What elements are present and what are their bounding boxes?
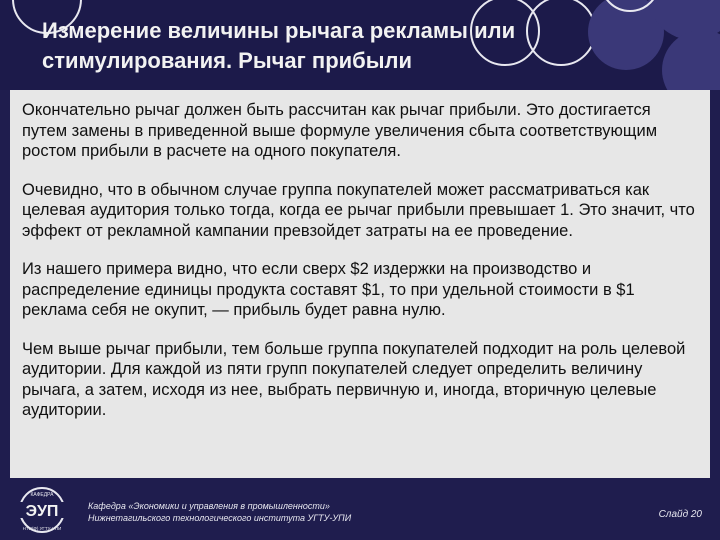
paragraph-4: Чем выше рычаг прибыли, тем больше группа покупателей подходит на роль целевой аудитории. Для каждой из пяти групп покупателей следует определить величину рычага, а затем, исходя из нее, выбрать первичную и, иногда, вторичную целевые аудитории. [22, 339, 686, 419]
footer-caption [88, 500, 351, 524]
slide-footer [0, 478, 720, 540]
slide-number: Слайд 20 [658, 509, 702, 520]
content-panel [10, 90, 710, 478]
decor-circle-6 [662, 30, 720, 90]
paragraph-3: Из нашего примера видно, что если сверх $2 издержки на производство и распределение единицы продукта составят $1, то при удельной стоимости в $1 реклама себя не окупит, — прибыль будет равна нулю. [22, 260, 635, 319]
footer-line-2: Нижнетагильского технологического института УГТУ-УПИ [88, 513, 352, 523]
paragraph-1: Окончательно рычаг должен быть рассчитан как рычаг прибыли. Это достигается путем замены в приведенной выше формуле увеличения сбыта соответствующим ростом прибыли в расчете на одного покупателя. [22, 101, 658, 160]
slide-title: Измерение величины рычага рекламы или стимулирования. Рычаг прибыли [42, 18, 516, 73]
logo-top-text: КАФЕДРА [30, 492, 54, 498]
paragraph-2: Очевидно, что в обычном случае группа покупателей может рассматриваться как целевая аудитория только тогда, когда ее рычаг прибыли превышает 1. Это значит, что эффект от рекламной кампании превзойдет затраты на ее проведение. [22, 180, 695, 240]
footer-line-1: Кафедра «Экономики и управления в промышленности» [88, 501, 330, 511]
slide-header [0, 0, 720, 90]
logo-bottom-text: НТИ(Ф) УГТУ-УПИ [22, 526, 62, 531]
department-logo [10, 486, 74, 534]
logo-text: ЭУП [25, 503, 59, 520]
